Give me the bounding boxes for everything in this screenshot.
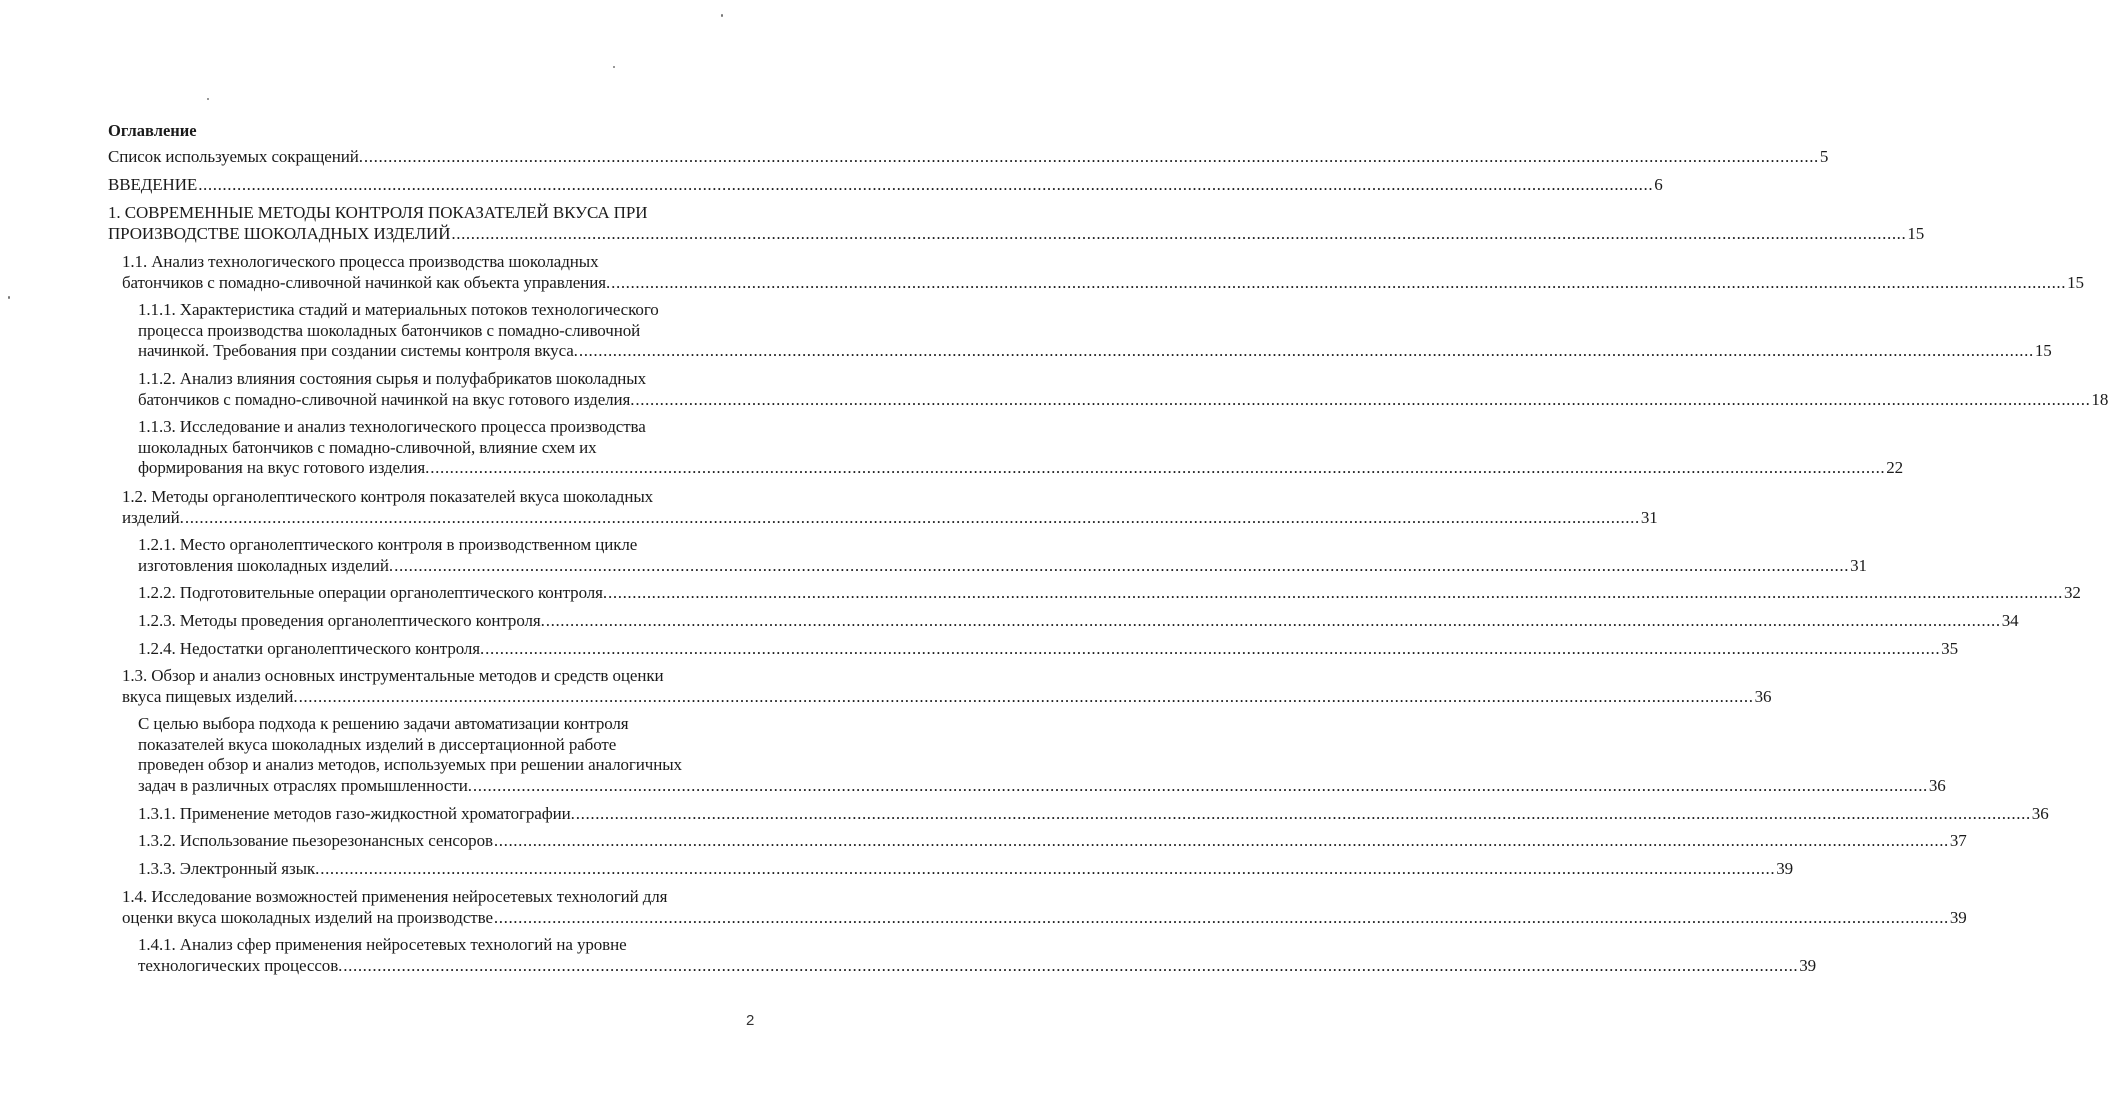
toc-entry-line: 1.4. Исследование возможностей применения нейросетевых технологий для — [122, 887, 668, 906]
toc-entry-final-line — [138, 775, 1946, 797]
toc-entry-title: 1.2.4. Недостатки органолептического контроля. — [138, 639, 485, 658]
toc-entry[interactable] — [138, 935, 1817, 976]
toc-entry[interactable] — [138, 639, 1958, 660]
toc-page-ref: 39 — [1949, 907, 1967, 927]
toc-entry-title: 1.3.3. Электронный язык. — [138, 859, 320, 878]
toc-entry-title: начинкой. Требования при создании системы контроля вкуса. — [138, 341, 578, 360]
toc-dot-leader: ............................................................................................................................................................................................................................................................................................................ — [430, 458, 1886, 477]
toc-page-ref: 36 — [2031, 804, 2049, 823]
toc-entry[interactable] — [138, 831, 1967, 852]
toc-entry-final-line — [138, 639, 1958, 660]
toc-entry-title: 1.2.2. Подготовительные операции органолептического контроля. — [138, 583, 608, 602]
toc-heading: Оглавление — [108, 121, 197, 140]
toc-entry-final-line — [122, 507, 1658, 529]
toc-entry[interactable] — [108, 147, 1829, 168]
toc-entry[interactable] — [138, 804, 2049, 825]
toc-page-ref: 39 — [1799, 955, 1817, 975]
toc-dot-leader: ............................................................................................................................................................................................................................................................................................................ — [451, 223, 1907, 243]
toc-entry[interactable] — [122, 666, 1772, 707]
toc-entry-final-line — [122, 907, 1967, 929]
toc-page-ref: 15 — [1907, 223, 1925, 243]
toc-page-ref: 31 — [1850, 555, 1867, 575]
toc-dot-leader: ............................................................................................................................................................................................................................................................................................................ — [363, 147, 1819, 166]
toc-page-ref: 36 — [1928, 775, 1946, 795]
toc-entry[interactable] — [122, 252, 2084, 293]
toc-entry[interactable] — [138, 417, 1904, 479]
toc-entry-line: 1.2.1. Место органолептического контроля в производственном цикле — [138, 535, 638, 554]
toc-entry-line: шоколадных батончиков с помадно-сливочной, влияние схем их — [138, 437, 597, 457]
toc-entry[interactable] — [138, 611, 2019, 632]
toc-entry-final-line — [138, 583, 2081, 604]
toc-page-ref: 36 — [1754, 686, 1772, 706]
toc-entry-title: батончиков с помадно-сливочной начинкой на вкус готового изделия. — [138, 389, 635, 409]
toc-entry-final-line — [122, 686, 1772, 708]
toc-entry-final-line — [108, 147, 1829, 168]
toc-entry-final-line — [138, 555, 1867, 577]
toc-dot-leader: ............................................................................................................................................................................................................................................................................................................ — [575, 804, 2031, 823]
toc-entry-title: формирования на вкус готового изделия. — [138, 458, 430, 477]
toc-dot-leader: ............................................................................................................................................................................................................................................................................................................ — [298, 686, 1754, 706]
toc-page-ref: 37 — [1949, 831, 1967, 850]
toc-dot-leader: ............................................................................................................................................................................................................................................................................................................ — [493, 831, 1949, 850]
toc-page-ref: 18 — [2091, 389, 2108, 409]
toc-entry[interactable] — [138, 300, 2052, 362]
toc-dot-leader: ............................................................................................................................................................................................................................................................................................................ — [198, 175, 1654, 194]
toc-entry-final-line — [122, 272, 2084, 294]
toc-entry-title: ПРОИЗВОДСТВЕ ШОКОЛАДНЫХ ИЗДЕЛИЙ — [108, 223, 451, 243]
toc-entry[interactable] — [138, 714, 1946, 796]
toc-entry[interactable] — [138, 859, 1794, 880]
toc-entry-line: 1. СОВРЕМЕННЫЕ МЕТОДЫ КОНТРОЛЯ ПОКАЗАТЕЛЕЙ ВКУСА ПРИ — [108, 203, 648, 222]
toc-dot-leader: ............................................................................................................................................................................................................................................................................................................ — [578, 341, 2034, 360]
toc-entry-line: 1.2. Методы органолептического контроля показателей вкуса шоколадных — [122, 487, 654, 506]
toc-dot-leader: ............................................................................................................................................................................................................................................................................................................ — [493, 907, 1949, 927]
toc-entry-final-line — [138, 831, 1967, 852]
toc-entry-title: батончиков с помадно-сливочной начинкой как объекта управления. — [122, 272, 611, 292]
toc-entry[interactable] — [122, 887, 1967, 928]
toc-page-ref: 35 — [1941, 639, 1958, 658]
toc-entry-line: проведен обзор и анализ методов, используемых при решении аналогичных — [138, 755, 682, 774]
toc-entry-final-line — [138, 611, 2019, 632]
toc-entry[interactable] — [108, 203, 1925, 244]
toc-entry[interactable] — [138, 369, 2108, 410]
toc-page-ref: 6 — [1654, 175, 1663, 194]
toc-page-ref: 15 — [2034, 341, 2052, 360]
toc-page-ref: 32 — [2064, 583, 2081, 602]
page-number: 2 — [746, 1012, 755, 1029]
scan-speck — [207, 98, 209, 100]
scan-speck — [613, 66, 615, 68]
toc-entry-line: процесса производства шоколадных батончиков с помадно-сливочной — [138, 320, 641, 340]
toc-entry-title: задач в различных отраслях промышленности. — [138, 775, 472, 795]
scan-speck — [8, 296, 10, 299]
toc-entry-final-line — [108, 175, 1663, 196]
toc-entry-final-line — [138, 859, 1794, 880]
toc-entry-title: 1.3.2. Использование пьезорезонансных сенсоров — [138, 831, 493, 850]
scan-speck — [721, 14, 723, 17]
toc-entry-line: 1.1.1. Характеристика стадий и материальных потоков технологического — [138, 300, 659, 319]
toc-dot-leader: ............................................................................................................................................................................................................................................................................................................ — [184, 507, 1640, 527]
toc-dot-leader: ............................................................................................................................................................................................................................................................................................................ — [608, 583, 2064, 602]
toc-entry-title: Список используемых сокращений. — [108, 147, 363, 166]
toc-entry-line: С целью выбора подхода к решению задачи автоматизации контроля — [138, 714, 629, 733]
toc-page-ref: 15 — [2067, 272, 2084, 292]
toc-entry-line: 1.1. Анализ технологического процесса производства шоколадных — [122, 252, 599, 271]
toc-entry-final-line — [138, 341, 2052, 362]
toc-entry-line: показателей вкуса шоколадных изделий в диссертационной работе — [138, 734, 617, 754]
toc-dot-leader: ............................................................................................................................................................................................................................................................................................................ — [394, 555, 1850, 575]
toc-entry-line: 1.3. Обзор и анализ основных инструментальные методов и средств оценки — [122, 666, 664, 685]
toc-entry-final-line — [138, 804, 2049, 825]
toc-page-ref: 22 — [1886, 458, 1904, 477]
toc-dot-leader: ............................................................................................................................................................................................................................................................................................................ — [611, 272, 2067, 292]
toc-entry-title: 1.3.1. Применение методов газо-жидкостной хроматографии. — [138, 804, 575, 823]
toc-entry-title: изготовления шоколадных изделий. — [138, 555, 394, 575]
toc-dot-leader: ............................................................................................................................................................................................................................................................................................................ — [545, 611, 2001, 630]
toc-entry-title: ВВЕДЕНИЕ — [108, 175, 198, 194]
toc-dot-leader: ............................................................................................................................................................................................................................................................................................................ — [485, 639, 1941, 658]
toc-entry-title: вкуса пищевых изделий. — [122, 686, 298, 706]
toc-entry-final-line — [138, 458, 1904, 479]
toc-entry-title: технологических процессов. — [138, 955, 343, 975]
toc-dot-leader: ............................................................................................................................................................................................................................................................................................................ — [343, 955, 1799, 975]
toc-page-ref: 34 — [2001, 611, 2019, 630]
toc-entry[interactable] — [122, 487, 1658, 528]
toc-entry-line: 1.4.1. Анализ сфер применения нейросетевых технологий на уровне — [138, 935, 627, 954]
toc-entry-final-line — [108, 223, 1925, 245]
toc-entry-title: изделий. — [122, 507, 184, 527]
toc-dot-leader: ............................................................................................................................................................................................................................................................................................................ — [472, 775, 1928, 795]
toc-page-ref: 31 — [1640, 507, 1658, 527]
toc-entry-line: 1.1.2. Анализ влияния состояния сырья и полуфабрикатов шоколадных — [138, 369, 646, 388]
toc-entry[interactable] — [138, 535, 1867, 576]
toc-dot-leader: ............................................................................................................................................................................................................................................................................................................ — [635, 389, 2091, 409]
toc-entry-title: оценки вкуса шоколадных изделий на производстве — [122, 907, 493, 927]
toc-entry-line: 1.1.3. Исследование и анализ технологического процесса производства — [138, 417, 646, 436]
toc-entry-final-line — [138, 389, 2108, 411]
toc-entry[interactable] — [138, 583, 2081, 604]
toc-page-ref: 39 — [1776, 859, 1794, 878]
toc-entry-final-line — [138, 955, 1817, 977]
toc-entry[interactable] — [108, 175, 1663, 196]
toc-entry-title: 1.2.3. Методы проведения органолептического контроля. — [138, 611, 545, 630]
toc-page-ref: 5 — [1819, 147, 1829, 166]
toc-dot-leader: ............................................................................................................................................................................................................................................................................................................ — [320, 859, 1776, 878]
